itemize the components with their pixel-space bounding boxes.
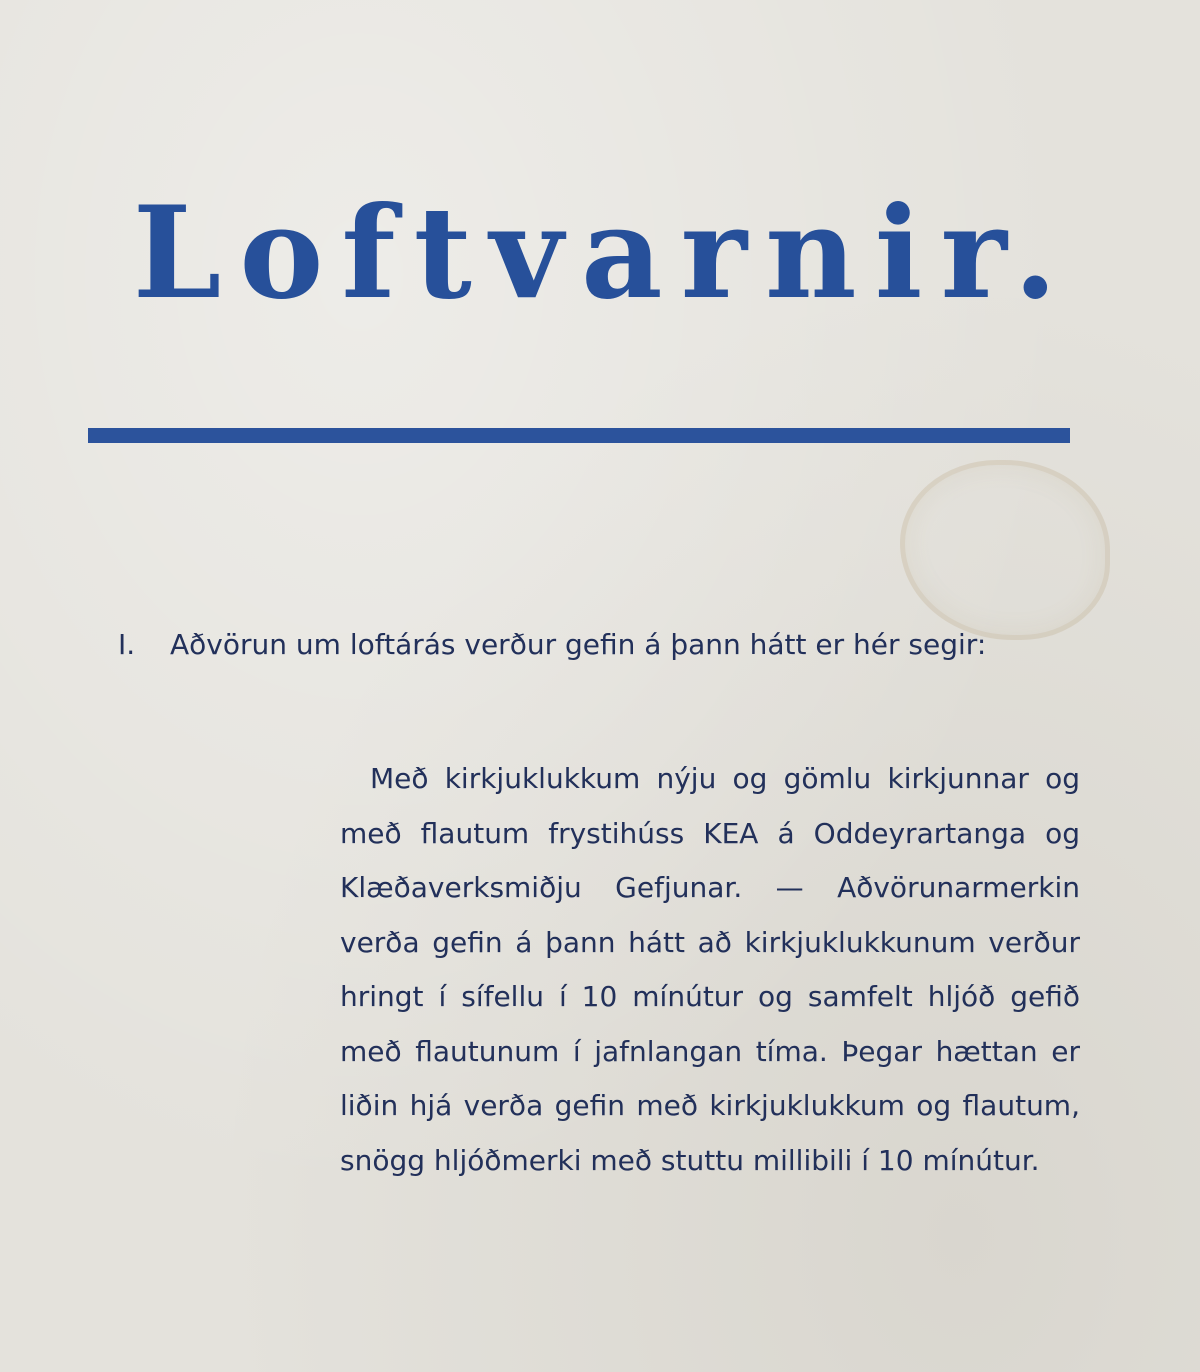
document-title: Loftvarnir. (132, 179, 1076, 327)
section-body: Með kirkjuklukkum nýju og gömlu kirkjunnar og með flautum frystihúss KEA á Oddeyrartanga og Klæðaverksmiðju Gefjunar. — Aðvörunarmerkin verða gefin á þann hátt að kirkjuklukkunum verður hringt í sífellu í 10 mínútur og samfelt hljóð gefið með flautunum í jafnlangan tíma. Þegar hættan er liðin hjá verða gefin með kirkjuklukkum og flautum, snögg hljóðmerki með stuttu millibili í 10 mínútur. (340, 762, 1080, 1177)
section-heading: Aðvörun um loftárás verður gefin á þann hátt er hér segir: (170, 628, 987, 661)
title-divider (88, 428, 1070, 443)
section-number: I. (118, 628, 136, 661)
